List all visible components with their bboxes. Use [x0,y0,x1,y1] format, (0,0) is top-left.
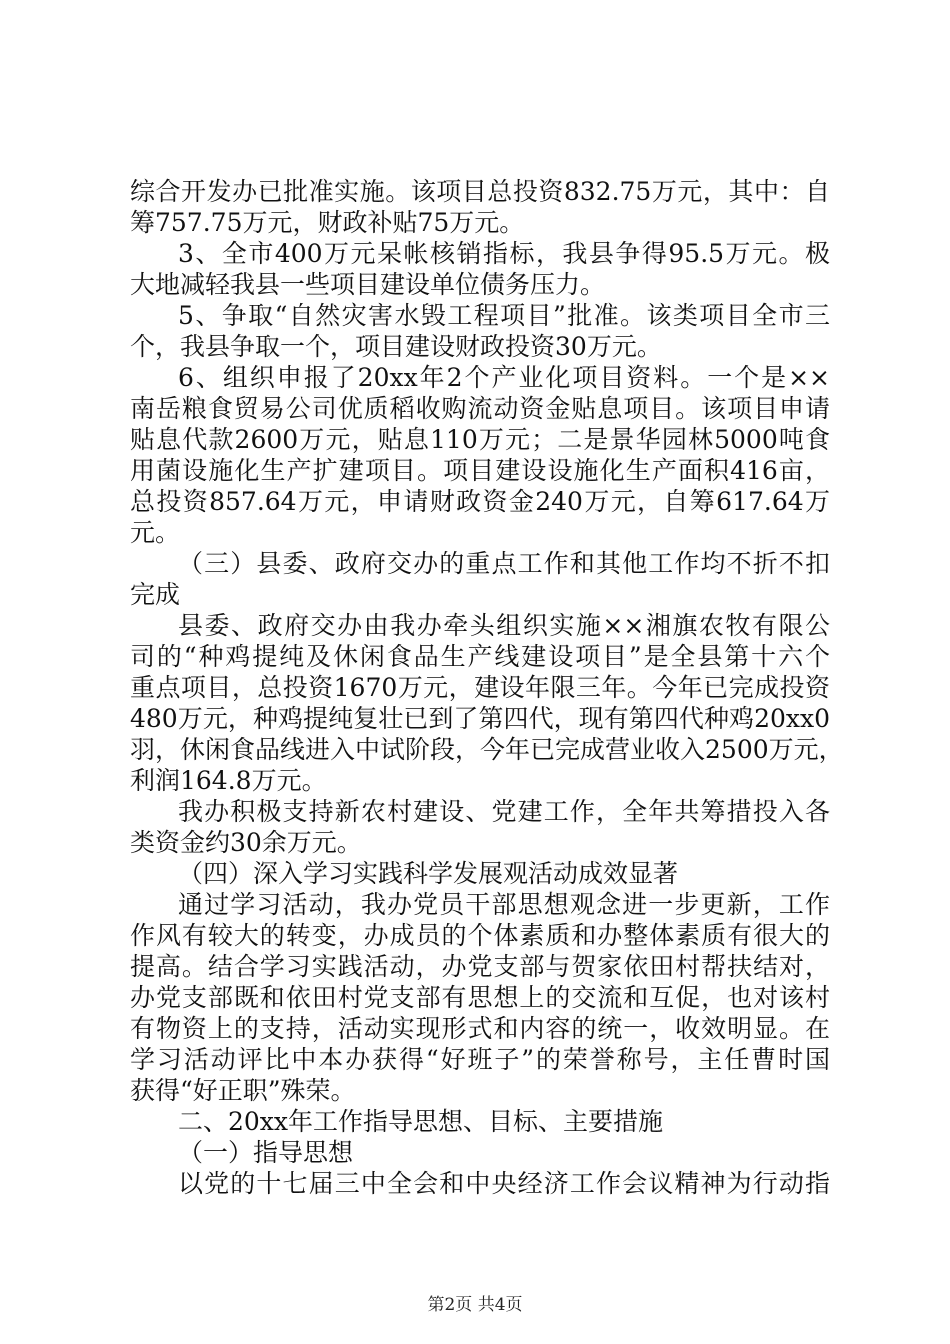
body-text-line: 类资金约30余万元。 [130,828,362,857]
body-text-line: 作风有较大的转变，办成员的个体素质和办整体素质有很大的 [130,921,830,950]
body-text-line: 贴息代款2600万元，贴息110万元；二是景华园林5000吨食 [130,425,830,454]
section-heading: 完成 [130,580,181,609]
body-text-line: 用菌设施化生产扩建项目。项目建设设施化生产面积416亩， [130,456,830,485]
body-text-line: 以党的十七届三中全会和中央经济工作会议精神为行动指 [178,1169,830,1198]
section-heading: （一）指导思想 [178,1138,354,1167]
body-text-line: 5、争取“自然灾害水毁工程项目”批准。该类项目全市三 [178,301,830,330]
body-text-line: 通过学习活动，我办党员干部思想观念进一步更新，工作 [178,890,830,919]
body-text-line: 元。 [130,518,181,547]
body-text-line: 有物资上的支持，活动实现形式和内容的统一，收效明显。在 [130,1014,830,1043]
body-text-line: 3、全市400万元呆帐核销指标，我县争得95.5万元。极 [178,239,830,268]
body-text-line: 综合开发办已批准实施。该项目总投资832.75万元，其中：自 [130,177,830,206]
body-text-line: 获得“好正职”殊荣。 [130,1076,356,1105]
body-text-line: 县委、政府交办由我办牵头组织实施××湘旗农牧有限公 [178,611,830,640]
body-text-line: 南岳粮食贸易公司优质稻收购流动资金贴息项目。该项目申请 [130,394,830,423]
body-text-line: 480万元，种鸡提纯复壮已到了第四代，现有第四代种鸡20xx0 [130,704,830,733]
section-heading: （三）县委、政府交办的重点工作和其他工作均不折不扣 [178,549,830,578]
body-text-line: 个，我县争取一个，项目建设财政投资30万元。 [130,332,662,361]
body-text-line: 司的“种鸡提纯及休闲食品生产线建设项目”是全县第十六个 [130,642,830,671]
body-text-line: 6、组织申报了20xx年2个产业化项目资料。一个是×× [178,363,830,392]
body-text-line: 利润164.8万元。 [130,766,327,795]
body-text-line: 办党支部既和依田村党支部有思想上的交流和互促，也对该村 [130,983,830,1012]
body-text-line: 羽，休闲食品线进入中试阶段，今年已完成营业收入2500万元， [130,735,844,764]
section-heading: 二、20xx年工作指导思想、目标、主要措施 [178,1107,664,1136]
body-text-line: 大地减轻我县一些项目建设单位债务压力。 [130,270,606,299]
page-number-footer: 第2页 共4页 [427,1295,523,1315]
body-text-line: 提高。结合学习实践活动，办党支部与贺家依田村帮扶结对， [130,952,830,981]
body-text-line: 筹757.75万元，财政补贴75万元。 [130,208,525,237]
section-heading: （四）深入学习实践科学发展观活动成效显著 [178,859,679,888]
body-text-line: 学习活动评比中本办获得“好班子”的荣誉称号，主任曹时国 [130,1045,830,1074]
body-text-line: 总投资857.64万元，申请财政资金240万元，自筹617.64万 [130,487,830,516]
body-text-line: 重点项目，总投资1670万元，建设年限三年。今年已完成投资 [130,673,830,702]
body-text-line: 我办积极支持新农村建设、党建工作，全年共筹措投入各 [178,797,830,826]
